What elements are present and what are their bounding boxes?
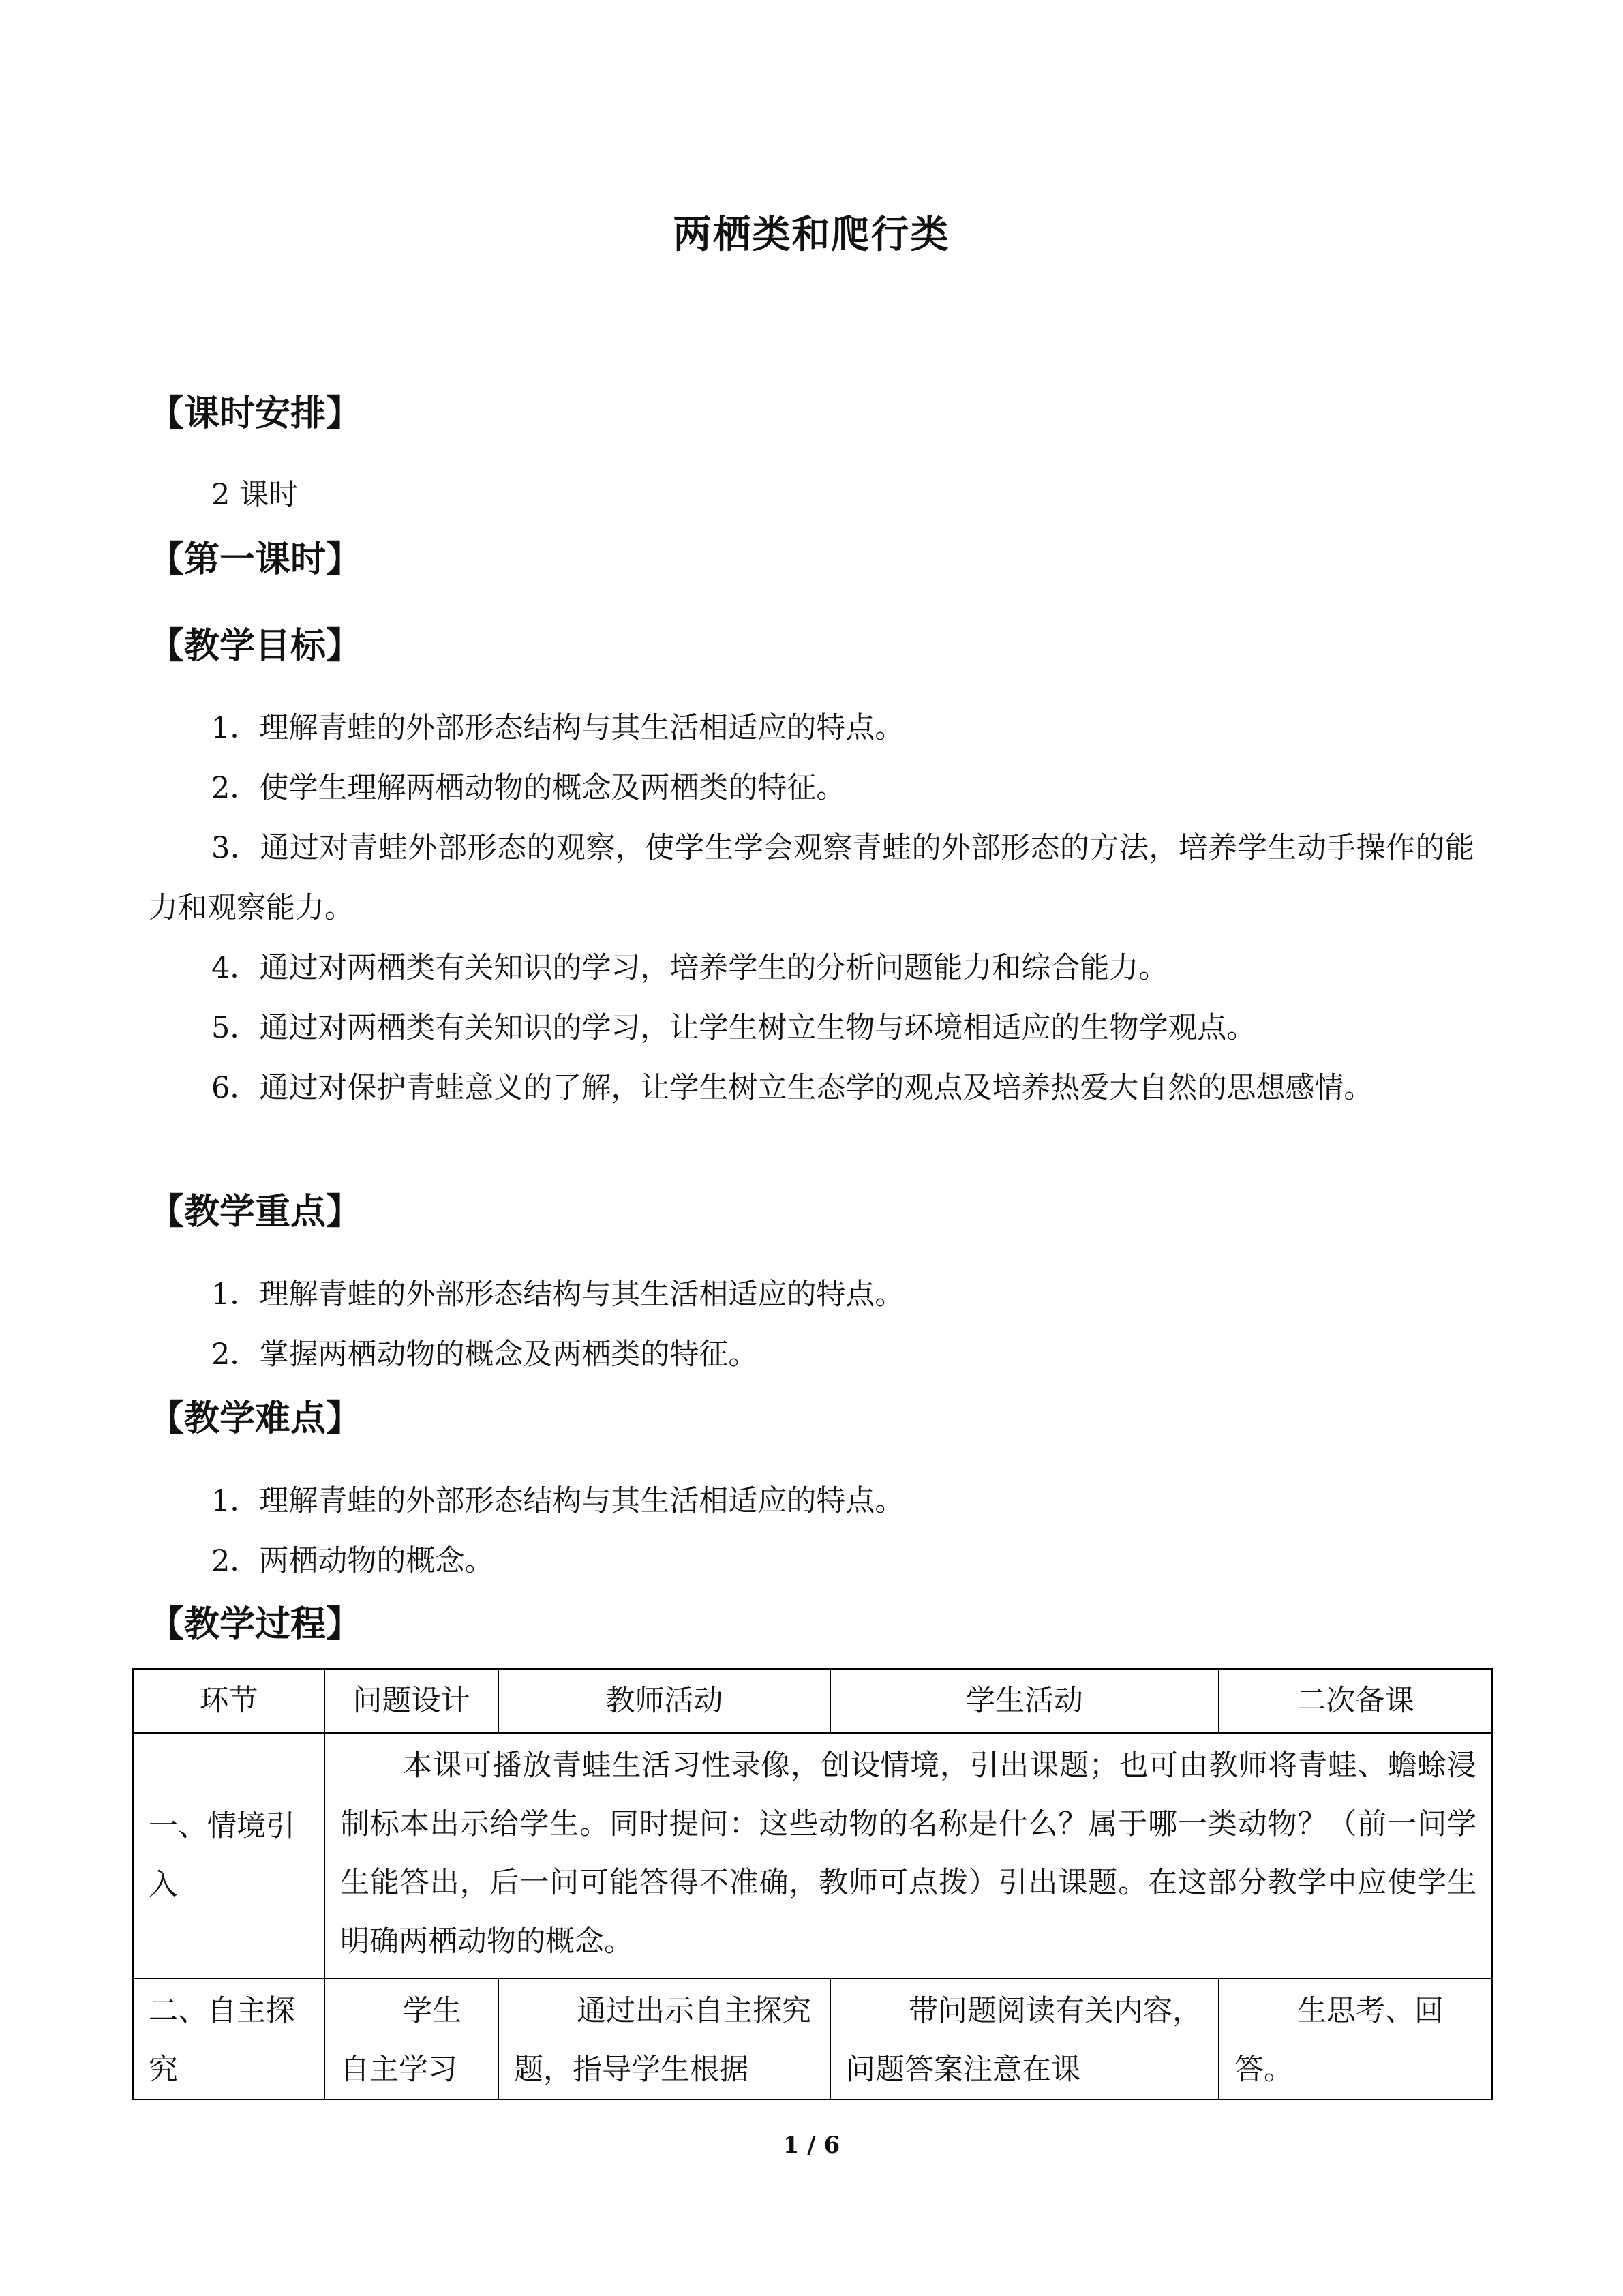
goal-item-5: 5．通过对两栖类有关知识的学习，让学生树立生物与环境相适应的生物学观点。 [211,1011,1256,1045]
teaching-process-table [132,1668,1493,2100]
table-header-cell: 学生活动 [830,1669,1219,1733]
teacher-activity-cell: 通过出示自主探究题，指导学生根据 [498,1978,830,2100]
table-row [133,1978,1492,2100]
heading-key-points: 【教学重点】 [149,1191,362,1233]
difficulty-1: 1．理解青蛙的外部形态结构与其生活相适应的特点。 [211,1484,905,1518]
table-row [133,1733,1492,1978]
goal-item-3: 3．通过对青蛙外部形态的观察，使学生学会观察青蛙的外部形态的方法，培养学生动手操作的能力和观察能力。 [149,831,1474,925]
difficulty-2: 2．两栖动物的概念。 [211,1544,494,1578]
heading-difficulties: 【教学难点】 [149,1398,362,1439]
schedule-text: 2 课时 [211,478,299,512]
key-point-2: 2．掌握两栖动物的概念及两栖类的特征。 [211,1338,758,1372]
heading-first-lesson: 【第一课时】 [149,539,362,580]
table-header-cell: 问题设计 [324,1669,498,1733]
intro-content-cell: 本课可播放青蛙生活习性录像，创设情境，引出课题；也可由教师将青蛙、蟾蜍浸制标本出示给学生。同时提问：这些动物的名称是什么？属于哪一类动物？（前一问学生能答出，后一问可能答得不准确，教师可点拨）引出课题。在这部分教学中应使学生明确两栖动物的概念。 [324,1733,1492,1978]
goal-item-4: 4．通过对两栖类有关知识的学习，培养学生的分析问题能力和综合能力。 [211,951,1168,985]
heading-schedule: 【课时安排】 [149,393,362,434]
heading-process: 【教学过程】 [149,1603,362,1645]
table-header-row [133,1669,1492,1733]
table-header-cell: 二次备课 [1219,1669,1492,1733]
table-header-cell: 环节 [133,1669,324,1733]
student-activity-cell: 带问题阅读有关内容，问题答案注意在课 [830,1978,1219,2100]
key-point-1: 1．理解青蛙的外部形态结构与其生活相适应的特点。 [211,1278,905,1312]
document-title: 两栖类和爬行类 [673,212,950,257]
stage-cell: 二、自主探究 [133,1978,324,2100]
goal-item-2: 2．使学生理解两栖动物的概念及两栖类的特征。 [211,771,846,805]
stage-cell: 一、情境引入 [133,1733,324,1978]
table-header-cell: 教师活动 [498,1669,830,1733]
notes-cell: 生思考、回答。 [1219,1978,1492,2100]
goal-item-1: 1．理解青蛙的外部形态结构与其生活相适应的特点。 [211,711,905,745]
heading-goals: 【教学目标】 [149,625,362,667]
question-cell: 学生自主学习 [324,1978,498,2100]
goal-item-6: 6．通过对保护青蛙意义的了解，让学生树立生态学的观点及培养热爱大自然的思想感情。 [211,1071,1374,1105]
page-number: 1 / 6 [783,2132,840,2159]
